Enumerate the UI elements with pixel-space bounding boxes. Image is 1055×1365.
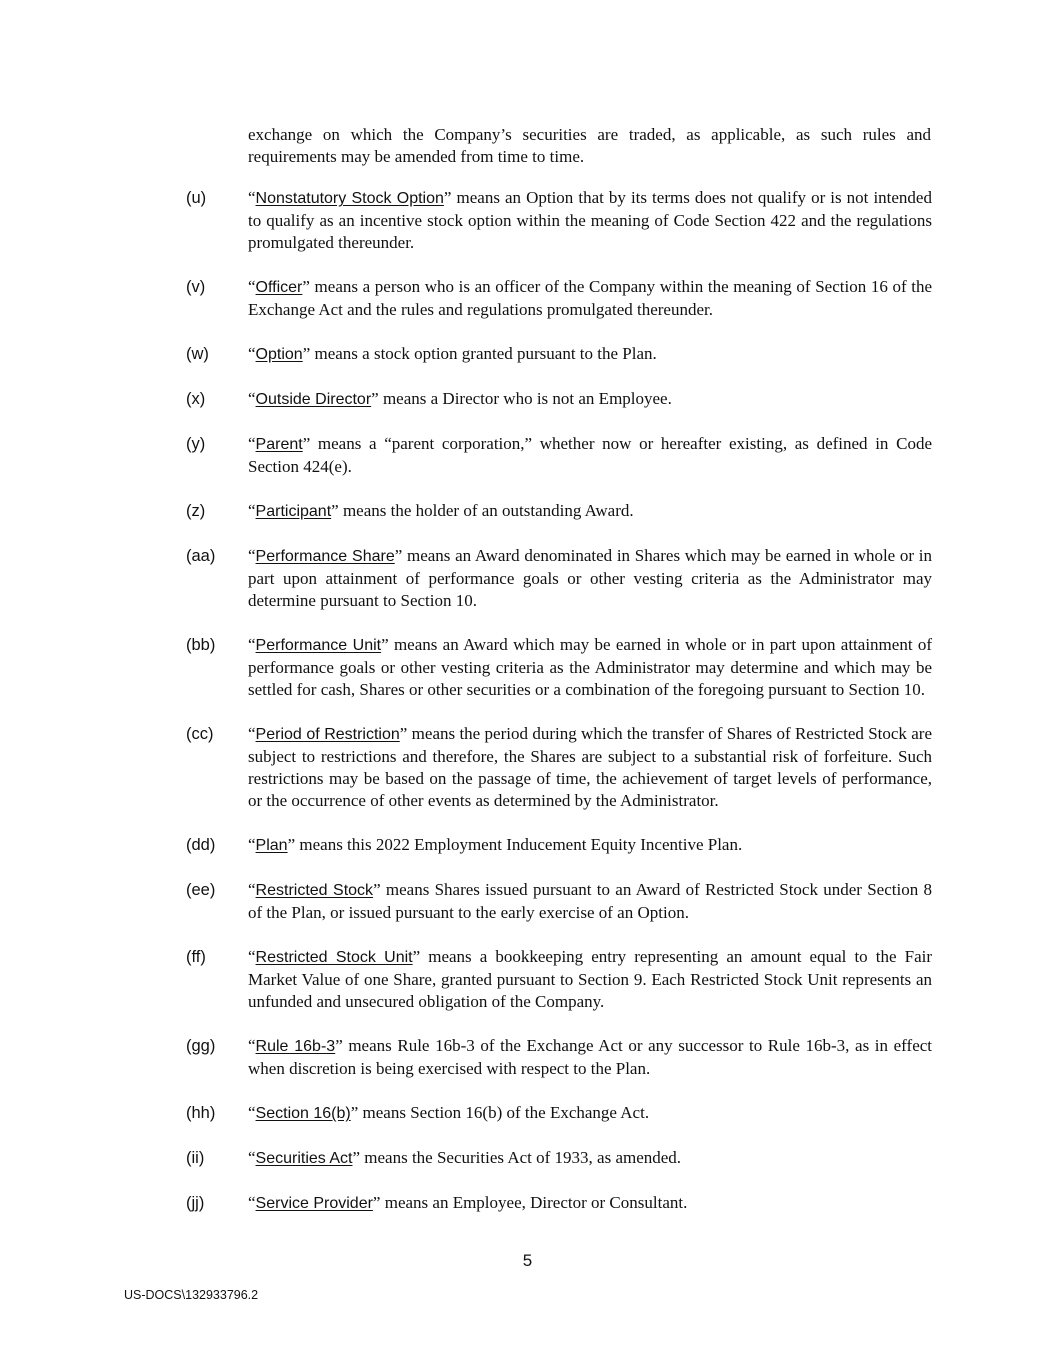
defined-term: Parent: [255, 436, 303, 453]
close-quote: ”: [302, 434, 311, 453]
definition-body: [248, 1147, 932, 1170]
definition-body: [248, 343, 932, 366]
defined-term: Plan: [255, 837, 288, 854]
definition-marker: (u): [186, 189, 207, 207]
definition-body: [248, 723, 932, 812]
defined-term: Officer: [255, 279, 303, 296]
open-quote: “: [248, 1036, 256, 1055]
definition-body: [248, 946, 932, 1013]
definition-text: means Shares issued pursuant to an Award of Restricted Stock under Section 8 of the Plan, or issued pursuant to the early exercise of an Option.: [248, 880, 932, 922]
defined-term: Period of Restriction: [255, 726, 400, 743]
definition-body: [248, 1192, 932, 1215]
definition-marker: (bb): [186, 636, 216, 654]
definition-marker: (dd): [186, 836, 216, 854]
definition-text: means a stock option granted pursuant to the Plan.: [310, 344, 657, 363]
definition-item: [186, 834, 932, 857]
definition-marker: (x): [186, 390, 206, 408]
definition-body: [248, 1102, 932, 1125]
close-quote: ”: [331, 501, 339, 520]
defined-term: Performance Share: [255, 548, 395, 565]
definition-body: [248, 388, 932, 411]
definition-text: means Section 16(b) of the Exchange Act.: [358, 1103, 650, 1122]
defined-term: Restricted Stock: [255, 882, 374, 899]
close-quote: ”: [350, 1103, 359, 1122]
definition-text: means a “parent corporation,” whether now or hereafter existing, as defined in Code Section 424(e).: [248, 434, 932, 476]
definition-text: means the holder of an outstanding Award.: [338, 501, 634, 520]
definition-body: [248, 545, 932, 612]
definition-item: [186, 276, 932, 321]
definition-body: [248, 879, 932, 924]
close-quote: ”: [443, 188, 452, 207]
open-quote: “: [248, 1193, 256, 1212]
definition-text: means the Securities Act of 1933, as amended.: [360, 1148, 682, 1167]
definition-marker: (aa): [186, 547, 216, 565]
definition-text: means a Director who is not an Employee.: [378, 389, 672, 408]
open-quote: “: [248, 724, 256, 743]
open-quote: “: [248, 1148, 256, 1167]
close-quote: ”: [373, 880, 381, 899]
definition-item: [186, 879, 932, 924]
definition-marker: (ii): [186, 1149, 205, 1167]
open-quote: “: [248, 434, 256, 453]
open-quote: “: [248, 546, 256, 565]
definition-item: [186, 723, 932, 812]
definition-item: [186, 343, 932, 366]
close-quote: ”: [394, 546, 403, 565]
open-quote: “: [248, 635, 256, 654]
defined-term: Nonstatutory Stock Option: [255, 190, 444, 207]
definition-item: [186, 1035, 932, 1080]
intro-paragraph: exchange on which the Company’s securities are traded, as applicable, as such rules and requirements may be amended from time to time.: [248, 125, 931, 166]
definition-text: means a person who is an officer of the Company within the meaning of Section 16 of the Exchange Act and the rules and regulations promulgated thereunder.: [248, 277, 932, 319]
definition-text: means an Award denominated in Shares which may be earned in whole or in part upon attainment of performance goals or other vesting criteria as the Administrator may determine pursuant to Section 10.: [248, 546, 932, 610]
defined-term: Service Provider: [255, 1195, 373, 1212]
definition-item: [186, 500, 932, 523]
definition-marker: (cc): [186, 725, 214, 743]
definition-body: [248, 634, 932, 701]
open-quote: “: [248, 344, 256, 363]
close-quote: ”: [302, 344, 311, 363]
defined-term: Restricted Stock Unit: [255, 949, 413, 966]
close-quote: ”: [399, 724, 408, 743]
definition-text: means Rule 16b-3 of the Exchange Act or any successor to Rule 16b-3, as in effect when discretion is being exercised with respect to the Plan.: [248, 1036, 933, 1078]
definition-marker: (y): [186, 435, 206, 453]
close-quote: ”: [335, 1036, 343, 1055]
definition-text: means an Employee, Director or Consultant.: [380, 1193, 688, 1212]
open-quote: “: [248, 501, 256, 520]
definition-marker: (hh): [186, 1104, 216, 1122]
close-quote: ”: [381, 635, 389, 654]
open-quote: “: [248, 277, 256, 296]
definition-item: [186, 433, 932, 478]
definition-text: means this 2022 Employment Inducement Equity Incentive Plan.: [295, 835, 743, 854]
open-quote: “: [248, 880, 256, 899]
page-number: 5: [522, 1251, 533, 1270]
definitions-list: [186, 187, 932, 1237]
definition-marker: (gg): [186, 1037, 216, 1055]
definition-item: [186, 388, 932, 411]
definition-body: [248, 187, 932, 254]
definition-text: means a bookkeeping entry representing an amount equal to the Fair Market Value of one Share, granted pursuant to Section 9. Each Restricted Stock Unit represents an unfunded and unsecured obligation of the Company.: [248, 947, 932, 1011]
open-quote: “: [248, 188, 256, 207]
defined-term: Securities Act: [255, 1150, 353, 1167]
defined-term: Performance Unit: [255, 637, 382, 654]
open-quote: “: [248, 389, 256, 408]
definition-item: [186, 1147, 932, 1170]
close-quote: ”: [372, 1193, 381, 1212]
definition-text: means an Option that by its terms does not qualify or is not intended to qualify as an incentive stock option within the meaning of Code Section 422 and the regulations promulgated thereunder.: [248, 188, 932, 252]
document-id: US-DOCS\132933796.2: [124, 1288, 259, 1302]
definition-body: [248, 500, 932, 523]
definition-item: [186, 1102, 932, 1125]
definition-item: [186, 187, 932, 254]
defined-term: Option: [255, 346, 303, 363]
definition-item: [186, 1192, 932, 1215]
defined-term: Rule 16b-3: [255, 1038, 336, 1055]
open-quote: “: [248, 1103, 256, 1122]
definition-body: [248, 1035, 932, 1080]
close-quote: ”: [371, 389, 379, 408]
definition-text: means the period during which the transfer of Shares of Restricted Stock are subject to restrictions and therefore, the Shares are subject to a substantial risk of forfeiture. Such restrictions may be based on the passage of time, the achievement of target levels of performance, or the occurrence of other events as determined by the Administrator.: [248, 724, 933, 810]
definition-item: [186, 634, 932, 701]
close-quote: ”: [352, 1148, 361, 1167]
definition-marker: (ff): [186, 948, 206, 966]
definition-marker: (jj): [186, 1194, 205, 1212]
defined-term: Section 16(b): [255, 1105, 351, 1122]
defined-term: Participant: [255, 503, 332, 520]
definition-item: [186, 946, 932, 1013]
open-quote: “: [248, 835, 256, 854]
close-quote: ”: [412, 947, 421, 966]
definition-marker: (v): [186, 278, 206, 296]
definition-body: [248, 834, 932, 857]
definition-body: [248, 276, 932, 321]
close-quote: ”: [287, 835, 296, 854]
close-quote: ”: [302, 277, 310, 296]
open-quote: “: [248, 947, 256, 966]
definition-body: [248, 433, 932, 478]
definition-marker: (z): [186, 502, 206, 520]
definition-text: means an Award which may be earned in whole or in part upon attainment of performance goals or other vesting criteria as the Administrator may determine and which may be settled for cash, Shares or other securities or a combination of the foregoing pursuant to Section 10.: [248, 635, 932, 699]
definition-marker: (ee): [186, 881, 216, 899]
definition-marker: (w): [186, 345, 209, 363]
defined-term: Outside Director: [255, 391, 372, 408]
definition-item: [186, 545, 932, 612]
